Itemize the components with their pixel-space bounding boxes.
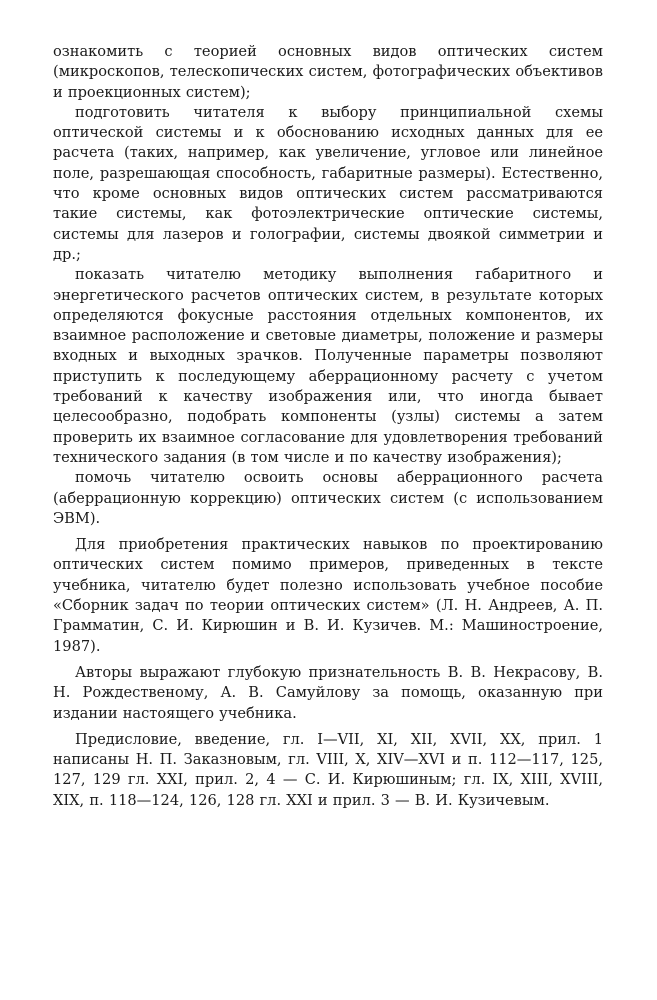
paragraph-prepare-reader: подготовить читателя к выбору принципиальной схемы оптической системы и к обоснованию исходных данных для ее расчета (таких, например, как увеличение, угловое или линейное поле, разрешающая способность, габаритные размеры). Естественно, что кроме основных видов оптических систем рассматриваются такие системы, как фотоэлектрические оптические системы, системы для лазеров и голографии, системы двоякой симметрии и др.;: [53, 103, 603, 263]
paragraph-continuation: ознакомить с теорией основных видов оптических систем (микроскопов, телескопических систем, фотографических объективов и проекционных систем);: [53, 43, 603, 101]
document-page: [53, 42, 603, 811]
paragraph-authorship: Предисловие, введение, гл. I—VII, XI, XII, XVII, XX, прил. 1 написаны Н. П. Заказновым, гл. VIII, X, XIV—XVI и п. 112—117, 125, 127, 129 гл. XXI, прил. 2, 4 — С. И. Кирюшиным; гл. IX, XIII, XVIII, XIX, п. 118—124, 126, 128 гл. XXI и прил. 3 — В. И. Кузичевым.: [53, 730, 603, 809]
paragraph-practical-skills: Для приобретения практических навыков по проектированию оптических систем помимо примеров, приведенных в тексте учебника, читателю будет полезно использовать учебное пособие «Сборник задач по теории оптических систем» (Л. Н. Андреев, А. П. Грамматин, С. И. Кирюшин и В. И. Кузичев. М.: Машиностроение, 1987).: [53, 536, 603, 655]
paragraph-acknowledgements: Авторы выражают глубокую признательность В. В. Некрасову, В. Н. Рождественому, А. В. Самуйлову за помощь, оказанную при издании настоящего учебника.: [53, 663, 603, 722]
paragraph-show-method: показать читателю методику выполнения габаритного и энергетического расчетов оптических систем, в результате которых определяются фокусные расстояния отдельных компонентов, их взаимное расположение и световые диаметры, положение и размеры входных и выходных зрачков. Полученные параметры позволяют приступить к последующему аберрационному расчету с учетом требований к качеству изображения или, что иногда бывает целесообразно, подобрать компоненты (узлы) системы а затем проверить их взаимное согласование для удовлетворения требований технического задания (в том числе и по качеству изображения);: [53, 266, 603, 466]
paragraph-aberration: помочь читателю освоить основы аберрационного расчета (аберрационную коррекцию) оптических систем (с использованием ЭВМ).: [53, 469, 603, 527]
